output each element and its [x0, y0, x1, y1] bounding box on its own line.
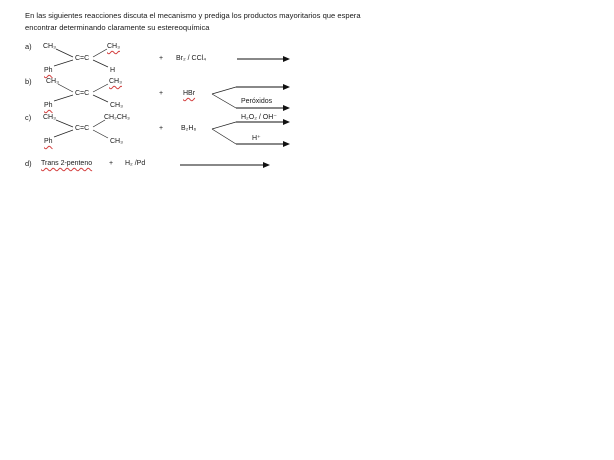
reaction-b-alkene-center: C=C — [75, 90, 90, 97]
reaction-a-bond-bottom-left — [54, 60, 73, 66]
reaction-c-branch-lower — [212, 129, 236, 144]
reaction-c-reagent: B₂H₆ — [181, 125, 197, 132]
reaction-c-bottom-right: CH₃ — [110, 138, 123, 145]
reaction-b-bottom-right: CH₃ — [110, 102, 123, 109]
reaction-c-plus: + — [159, 125, 164, 132]
reaction-c-top-right: CH₂CH₃ — [104, 114, 130, 121]
reaction-c-branch-upper — [212, 122, 236, 129]
reaction-c-label: c) — [25, 113, 32, 122]
reaction-a-bond-bottom-right — [93, 60, 108, 67]
reaction-b-label: b) — [25, 77, 32, 86]
reaction-c-bond-top-right — [93, 120, 105, 127]
reaction-a-bottom-right: H — [110, 67, 116, 74]
reaction-b-condition-peroxides: Peróxidos — [241, 98, 273, 105]
reaction-c-bond-top-left — [56, 120, 73, 127]
reaction-b-bond-bottom-left — [54, 95, 73, 101]
reaction-c-bond-bottom-right — [93, 130, 108, 138]
reaction-b-top-right: CH₃ — [109, 78, 122, 85]
reaction-c-condition-lower: H⁺ — [252, 135, 261, 142]
reaction-b-bottom-left: Ph — [44, 102, 53, 109]
reaction-a-bond-top-left — [56, 49, 73, 57]
reaction-a-top-left: CH₃ — [43, 43, 56, 50]
instructions-line-1: En las siguientes reacciones discuta el mecanismo y prediga los productos mayoritarios que espera — [25, 11, 361, 20]
reaction-b-bond-top-left — [58, 84, 73, 92]
reaction-b-branch-lower — [212, 94, 236, 108]
reaction-c-bond-bottom-left — [54, 130, 73, 137]
reaction-d-reactant-text: Trans 2-penteno — [41, 160, 93, 167]
reaction-d-label: d) — [25, 159, 32, 168]
reaction-a-label: a) — [25, 42, 32, 51]
reaction-c-top-left: CH₃ — [43, 114, 56, 121]
reaction-b-bond-top-right — [93, 84, 108, 92]
reaction-a-reagent: Br₂ / CCl₄ — [176, 55, 207, 62]
instructions-line-2: encontrar determinando claramente su estereoquímica — [25, 23, 210, 32]
reaction-b-branch-upper — [212, 87, 236, 94]
reaction-a-bond-top-right — [93, 49, 107, 57]
reaction-b-top-left: CH₃ — [46, 78, 59, 85]
reaction-c-alkene-center: C=C — [75, 125, 90, 132]
reaction-c-bottom-left: Ph — [44, 138, 53, 145]
reaction-a-alkene-center: C=C — [75, 55, 90, 62]
reaction-a-bottom-left: Ph — [44, 67, 53, 74]
reaction-b-reagent: HBr — [183, 90, 196, 97]
reaction-b-bond-bottom-right — [93, 95, 108, 102]
reaction-c-condition-upper: H₂O₂ / OH⁻ — [241, 114, 277, 121]
reaction-a-plus: + — [159, 55, 164, 62]
reaction-d-reagent: H₂ /Pd — [125, 160, 146, 167]
reaction-b-plus: + — [159, 90, 164, 97]
reaction-d-plus: + — [109, 160, 114, 167]
reaction-a-top-right: CH₃ — [107, 43, 120, 50]
